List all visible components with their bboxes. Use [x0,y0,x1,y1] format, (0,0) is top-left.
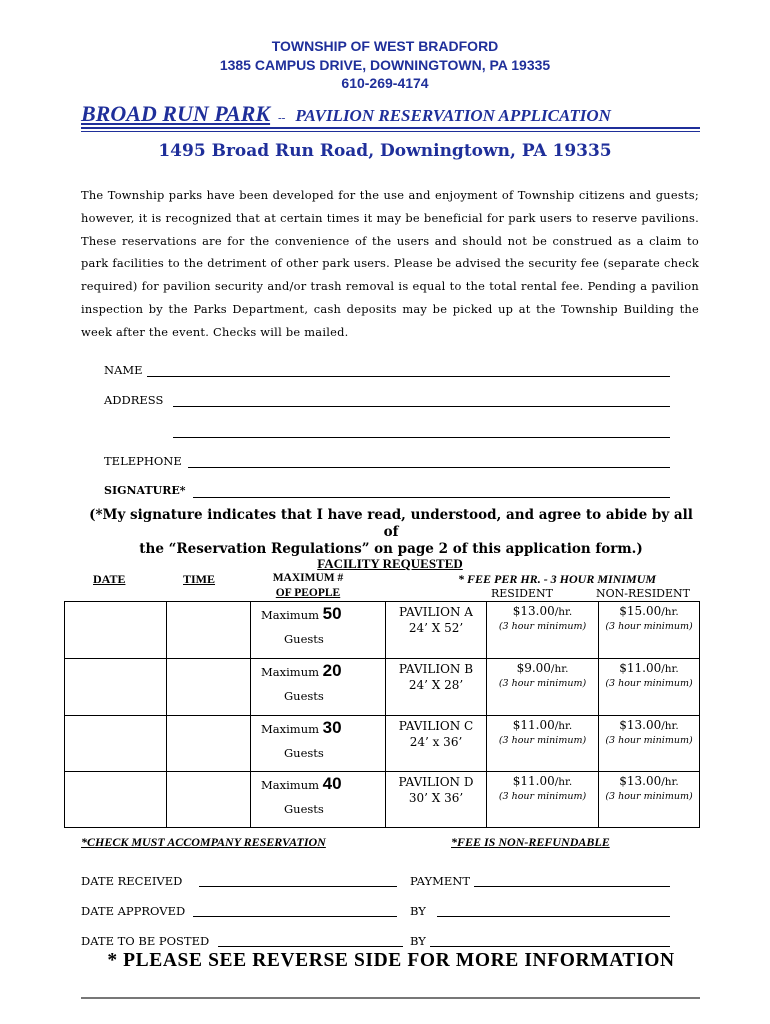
pavilion-name: PAVILION C [398,719,474,733]
township-name: TOWNSHIP OF WEST BRADFORD [271,38,499,54]
per-hour-label: /hr. [661,776,679,788]
resident-fee: $11.00 [512,718,555,732]
date-approved-label: DATE APPROVED [81,904,186,918]
guests-label: Guests [284,632,324,646]
pavilion-size: 24’ x 36’ [409,735,463,749]
max-people-cell[interactable] [251,772,386,828]
fee-header: * FEE PER HR. - 3 HOUR MINIMUM [458,572,657,586]
pavilion-cell [386,602,487,659]
time-col-header: TIME [183,572,216,586]
resident-fee: $13.00 [512,604,555,618]
page-title [81,101,701,127]
resident-fee-cell [487,659,599,716]
facility-row [65,602,700,659]
facility-row [65,659,700,716]
address-field[interactable] [173,406,670,407]
signature-field[interactable] [193,497,670,498]
park-name: BROAD RUN PARK [81,101,271,126]
time-cell[interactable] [167,659,251,716]
page-subtitle: PAVILION RESERVATION APPLICATION [295,106,611,125]
township-address: 1385 CAMPUS DRIVE, DOWNINGTOWN, PA 19335 [219,57,551,73]
fee-note: *FEE IS NON-REFUNDABLE [451,835,610,849]
by-label-2: BY [410,934,426,948]
per-hour-label: /hr. [661,606,679,618]
facility-title: FACILITY REQUESTED [317,556,463,571]
pavilion-name: PAVILION D [398,775,474,789]
facility-row [65,772,700,828]
payment-label: PAYMENT [410,874,471,888]
maximum-label: Maximum [261,722,320,736]
date-posted-label: DATE TO BE POSTED [81,934,210,948]
pavilion-cell [386,716,487,772]
resident-fee: $9.00 [516,661,551,675]
non-resident-fee: $13.00 [619,718,662,732]
minimum-note: (3 hour minimum) [605,735,693,746]
reverse-side-notice: * PLEASE SEE REVERSE SIDE FOR MORE INFORMATION [107,950,675,971]
date-posted-field[interactable] [218,946,403,947]
facility-table [64,601,700,828]
address-field-line2[interactable] [173,437,670,438]
pavilion-cell [386,659,487,716]
signature-label: SIGNATURE* [104,484,186,497]
non-resident-fee: $11.00 [619,661,662,675]
non-resident-fee: $15.00 [619,604,662,618]
telephone-field[interactable] [188,467,670,468]
non-resident-header: NON-RESIDENT [596,587,690,600]
date-received-field[interactable] [199,886,397,887]
date-cell[interactable] [65,772,167,828]
pavilion-size: 24’ X 52’ [408,621,464,635]
address-label: ADDRESS [104,393,164,407]
pavilion-name: PAVILION B [398,662,474,676]
title-rule [81,127,700,129]
minimum-note: (3 hour minimum) [498,791,587,802]
max-col-header-2: OF PEOPLE [275,587,341,599]
signature-notice [81,507,701,558]
max-people-value: 50 [322,604,342,623]
max-people-value: 30 [322,718,342,737]
max-people-cell[interactable] [251,716,386,772]
maximum-label: Maximum [261,665,320,679]
per-hour-label: /hr. [554,606,573,618]
facility-row [65,716,700,772]
max-people-value: 20 [322,661,342,680]
resident-fee: $11.00 [512,774,555,788]
minimum-note: (3 hour minimum) [605,678,693,689]
pavilion-name: PAVILION A [399,605,473,619]
township-phone: 610-269-4174 [341,75,429,91]
max-col-header: MAXIMUM # [272,572,344,584]
date-col-header: DATE [93,572,126,586]
minimum-note: (3 hour minimum) [605,791,693,802]
non-resident-fee-cell [599,716,700,772]
notice-line-1: (*My signature indicates that I have read, understood, and agree to abide by all of [89,507,693,540]
per-hour-label: /hr. [661,663,679,675]
telephone-label: TELEPHONE [104,454,182,468]
date-approved-field[interactable] [193,916,397,917]
minimum-note: (3 hour minimum) [498,678,587,689]
intro-paragraph: The Township parks have been developed for the use and enjoyment of Township citizens and guests; however, it is recognized that at certain times it may be beneficial for park users to reserve pavilions. These reservations are for the convenience of the users and should not be construed as a claim to park facilities to the detriment of other park users. Please be advised the security fee (separate check required) for pavilion security and/or trash removal is equal to the total rental fee. Pending a pavilion inspection by the Parks Department, cash deposits may be picked up at the Township Building the week after the event. Checks will be mailed. [81,188,699,339]
notice-line-2: the “Reservation Regulations” on page 2 of this application form.) [139,541,643,557]
name-label: NAME [104,363,143,377]
max-people-cell[interactable] [251,602,386,659]
title-dash: -- [278,112,286,124]
name-field[interactable] [147,376,670,377]
maximum-label: Maximum [261,608,320,622]
pavilion-cell [386,772,487,828]
non-resident-fee-cell [599,772,700,828]
by-label-1: BY [410,904,426,918]
guests-label: Guests [284,689,324,703]
per-hour-label: /hr. [554,720,573,732]
minimum-note: (3 hour minimum) [605,621,693,632]
max-people-cell[interactable] [251,659,386,716]
minimum-note: (3 hour minimum) [498,621,587,632]
title-rule-thin [81,131,700,132]
date-cell[interactable] [65,602,167,659]
resident-fee-cell [487,772,599,828]
resident-fee-cell [487,602,599,659]
time-cell[interactable] [167,716,251,772]
guests-label: Guests [284,802,324,816]
by-field-1[interactable] [437,916,670,917]
per-hour-label: /hr. [661,720,679,732]
max-people-value: 40 [322,774,342,793]
payment-field[interactable] [474,886,670,887]
non-resident-fee: $13.00 [619,774,662,788]
date-cell[interactable] [65,659,167,716]
resident-header: RESIDENT [490,587,553,600]
maximum-label: Maximum [261,778,320,792]
check-note: *CHECK MUST ACCOMPANY RESERVATION [81,835,326,849]
by-field-2[interactable] [430,946,670,947]
date-cell[interactable] [65,716,167,772]
pavilion-size: 24’ X 28’ [408,678,464,692]
date-received-label: DATE RECEIVED [81,874,183,888]
time-cell[interactable] [167,602,251,659]
park-address: 1495 Broad Run Road, Downingtown, PA 19335 [158,141,612,161]
time-cell[interactable] [167,772,251,828]
pavilion-size: 30’ X 36’ [408,791,464,805]
resident-fee-cell [487,716,599,772]
per-hour-label: /hr. [554,776,573,788]
bottom-rule [81,997,700,999]
non-resident-fee-cell [599,602,700,659]
non-resident-fee-cell [599,659,700,716]
minimum-note: (3 hour minimum) [498,735,587,746]
per-hour-label: /hr. [550,663,569,675]
guests-label: Guests [284,746,324,760]
